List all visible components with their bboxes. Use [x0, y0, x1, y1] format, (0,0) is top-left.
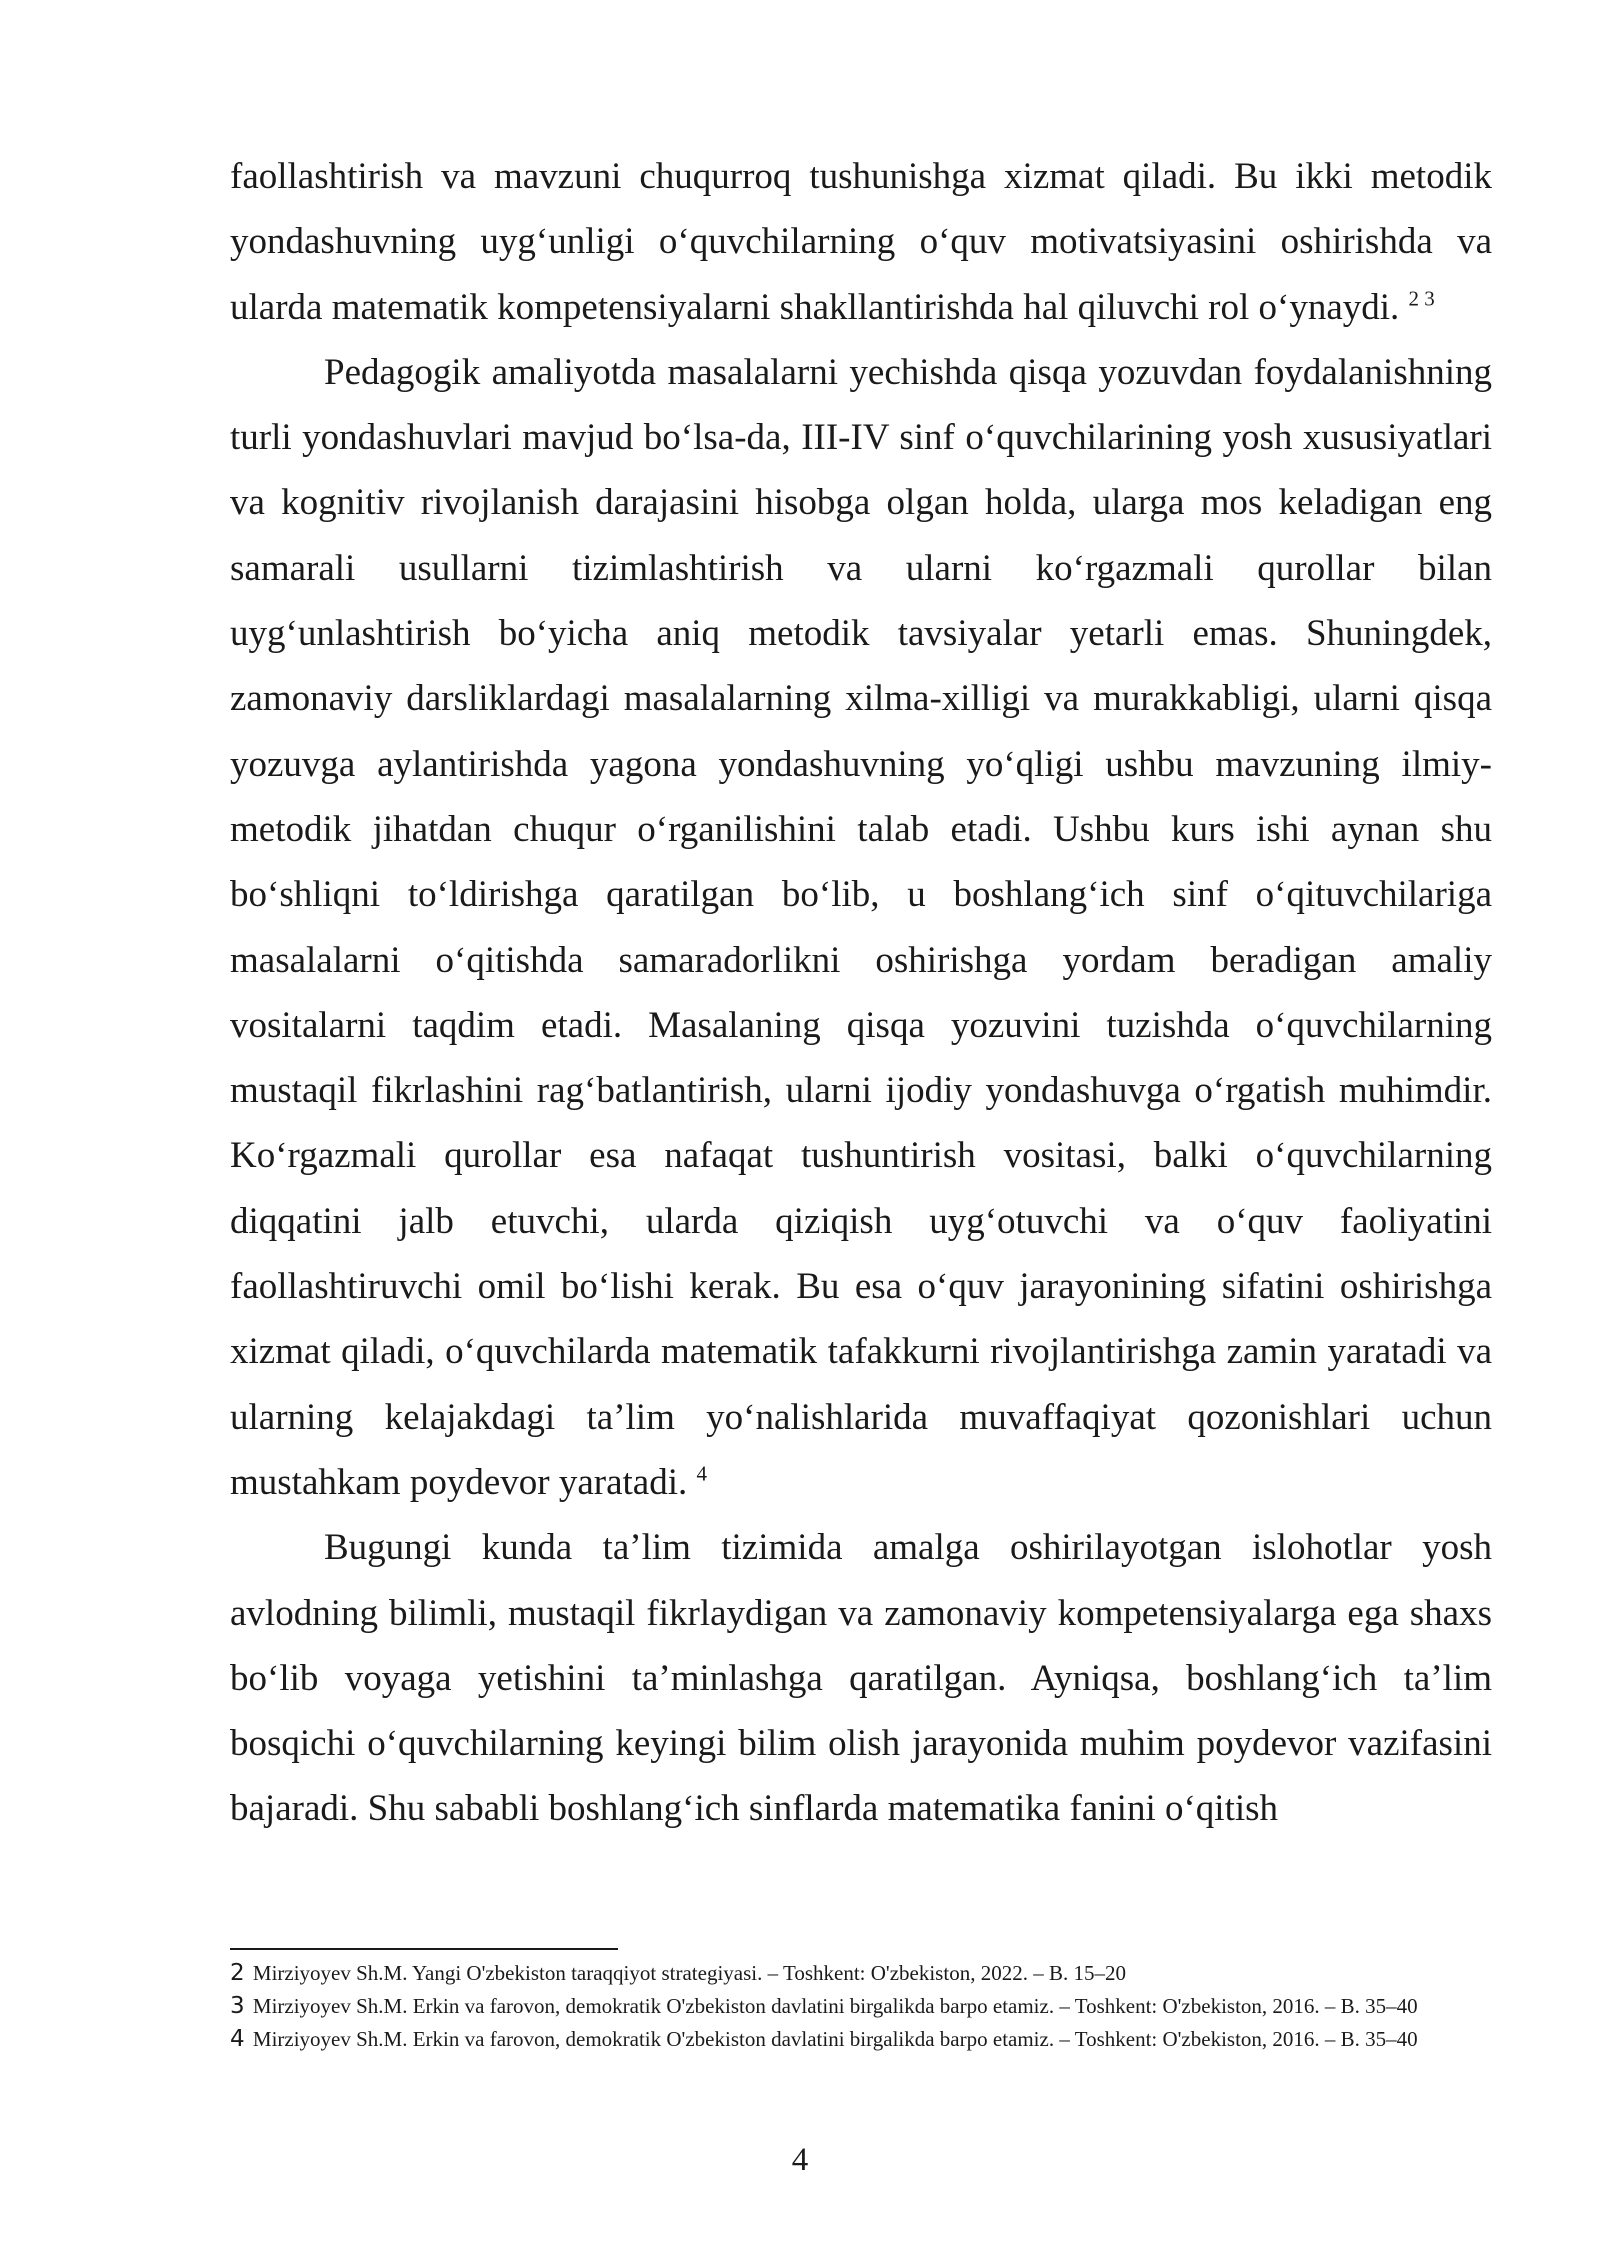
footnote-separator	[230, 1948, 618, 1950]
footnotes	[230, 1960, 1492, 2059]
footnote-number: 4	[230, 2026, 245, 2052]
footnote-reference: 2 3	[1408, 286, 1435, 311]
paragraph-text: faollashtirish va mavzuni chuqurroq tushunishga xizmat qiladi. Bu ikki metodik yondashuvning uyg‘unligi o‘quvchilarning o‘quv motivatsiyasini oshirishda va ularda matematik kompetensiyalarni shakllantirishda hal qiluvchi rol o‘ynaydi.	[230, 156, 1492, 328]
footnote-3	[230, 1993, 1492, 2020]
footnote-2	[230, 1960, 1492, 1987]
footnote-text: Mirziyoyev Sh.M. Erkin va farovon, demokratik O'zbekiston davlatini birgalikda barpo etamiz. – Toshkent: O'zbekiston, 2016. – B. 35–40	[252, 1994, 1418, 2018]
paragraph-2	[230, 340, 1492, 1515]
page-number: 4	[791, 2142, 809, 2178]
paragraph-text: Bugungi kunda ta’lim tizimida amalga oshirilayotgan islohotlar yosh avlodning bilimli, mustaqil fikrlaydigan va zamonaviy kompetensiyalarga ega shaxs bo‘lib voyaga yetishini ta’minlashga qaratilgan. Ayniqsa, boshlang‘ich ta’lim bosqichi o‘quvchilarning keyingi bilim olish jarayonida muhim poydevor vazifasini bajaradi. Shu sababli boshlang‘ich sinflarda matematika fanini o‘qitish	[230, 1527, 1492, 1830]
paragraph-1	[230, 144, 1492, 340]
footnote-text: Mirziyoyev Sh.M. Yangi O'zbekiston taraqqiyot strategiyasi. – Toshkent: O'zbekiston, 2022. – B. 15–20	[252, 1961, 1126, 1985]
footnote-text: Mirziyoyev Sh.M. Erkin va farovon, demokratik O'zbekiston davlatini birgalikda barpo etamiz. – Toshkent: O'zbekiston, 2016. – B. 35–40	[252, 2027, 1418, 2051]
paragraph-text: Pedagogik amaliyotda masalalarni yechishda qisqa yozuvdan foydalanishning turli yondashuvlari mavjud bo‘lsa-da, III-IV sinf o‘quvchilarining yosh xususiyatlari va kognitiv rivojlanish darajasini hisobga olgan holda, ularga mos keladigan eng samarali usullarni tizimlashtirish va ularni ko‘rgazmali qurollar bilan uyg‘unlashtirish bo‘yicha aniq metodik tavsiyalar yetarli emas. Shuningdek, zamonaviy darsliklardagi masalalarning xilma-xilligi va murakkabligi, ularni qisqa yozuvga aylantirishda yagona yondashuvning yo‘qligi ushbu mavzuning ilmiy-metodik jihatdan chuqur o‘rganilishini talab etadi. Ushbu kurs ishi aynan shu bo‘shliqni to‘ldirishga qaratilgan bo‘lib, u boshlang‘ich sinf o‘qituvchilariga masalalarni o‘qitishda samaradorlikni oshirishga yordam beradigan amaliy vositalarni taqdim etadi. Masalaning qisqa yozuvini tuzishda o‘quvchilarning mustaqil fikrlashini rag‘batlantirish, ularni ijodiy yondashuvga o‘rgatish muhimdir. Ko‘rgazmali qurollar esa nafaqat tushuntirish vositasi, balki o‘quvchilarning diqqatini jalb etuvchi, ularda qiziqish uyg‘otuvchi va o‘quv faoliyatini faollashtiruvchi omil bo‘lishi kerak. Bu esa o‘quv jarayonining sifatini oshirishga xizmat qiladi, o‘quvchilarda matematik tafakkurni rivojlantirishga zamin yaratadi va ularning kelajakdagi ta’lim yo‘nalishlarida muvaffaqiyat qozonishlari uchun mustahkam poydevor yaratadi.	[230, 351, 1492, 1503]
body-text	[230, 144, 1492, 1842]
footnote-number: 3	[230, 1993, 245, 2019]
footnote-4	[230, 2026, 1492, 2053]
footnote-reference: 4	[696, 1461, 707, 1486]
footnote-number: 2	[230, 1960, 245, 1986]
paragraph-3	[230, 1515, 1492, 1841]
